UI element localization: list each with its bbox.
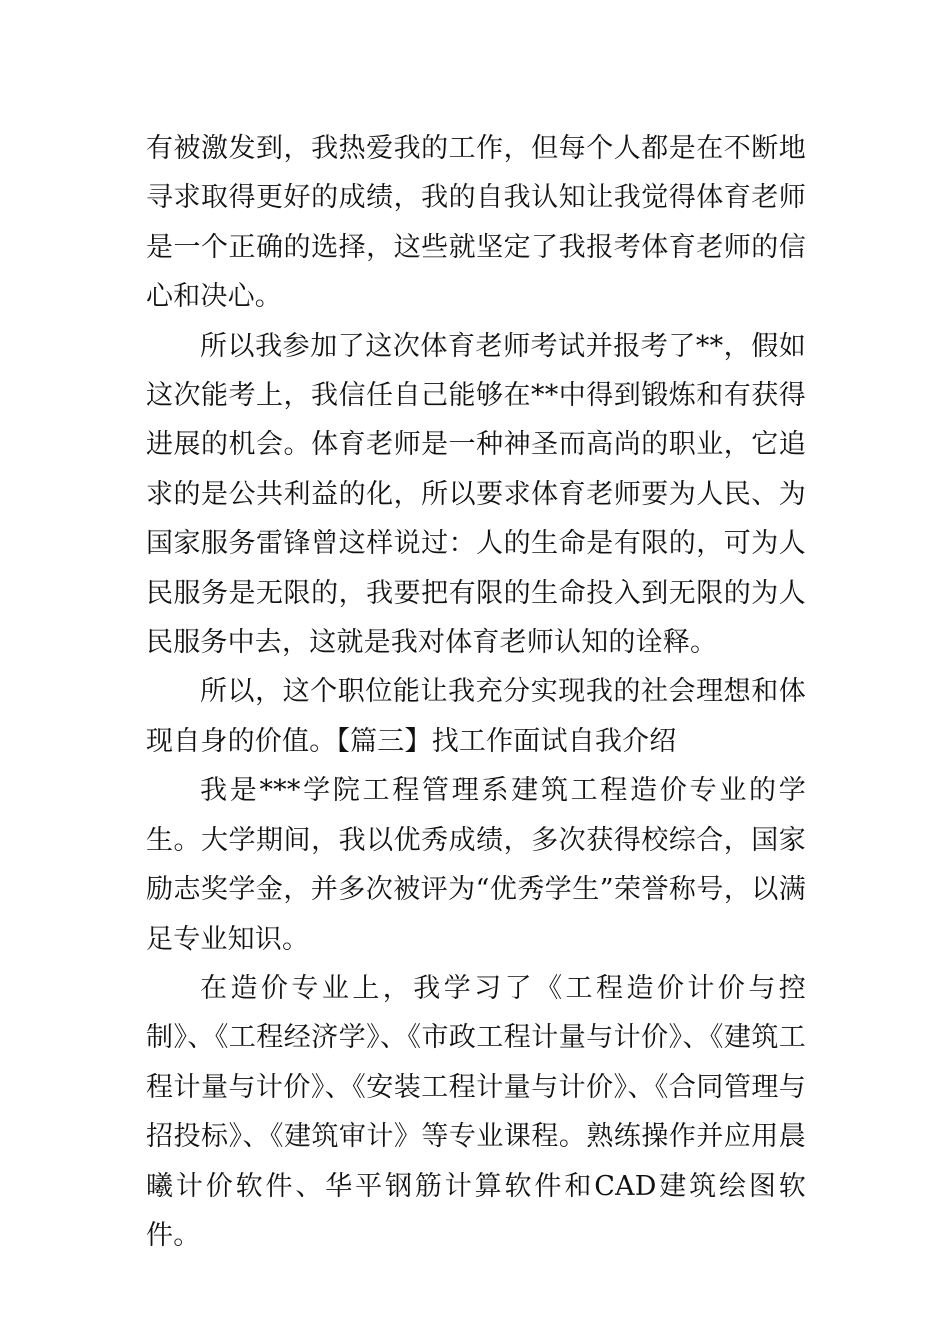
paragraph: 我是***学院工程管理系建筑工程造价专业的学生。大学期间，我以优秀成绩，多次获得校综合，国家励志奖学金，并多次被评为“优秀学生”荣誉称号，以满足专业知识。 [146,775,806,955]
document-body [146,124,806,1260]
paragraph: 所以我参加了这次体育老师考试并报考了**，假如这次能考上，我信任自己能够在**中得到锻炼和有获得进展的机会。体育老师是一种神圣而高尚的职业，它追求的是公共利益的化，所以要求体育老师要为人民、为国家服务雷锋曾这样说过：人的生命是有限的，可为人民服务是无限的，我要把有限的生命投入到无限的为人民服务中去，这就是我对体育老师认知的诠释。 [146,330,806,659]
paragraph: 所以，这个职位能让我充分实现我的社会理想和体现自身的价值。【篇三】找工作面试自我介绍 [146,676,806,757]
paragraph: 有被激发到，我热爱我的工作，但每个人都是在不断地寻求取得更好的成绩，我的自我认知让我觉得体育老师是一个正确的选择，这些就坚定了我报考体育老师的信心和决心。 [146,133,806,313]
paragraph: 在造价专业上，我学习了《工程造价计价与控制》、《工程经济学》、《市政工程计量与计价》、《建筑工程计量与计价》、《安装工程计量与计价》、《合同管理与招投标》、《建筑审计》等专业课程。熟练操作并应用晨曦计价软件、华平钢筋计算软件和CAD建筑绘图软件。 [146,972,806,1251]
